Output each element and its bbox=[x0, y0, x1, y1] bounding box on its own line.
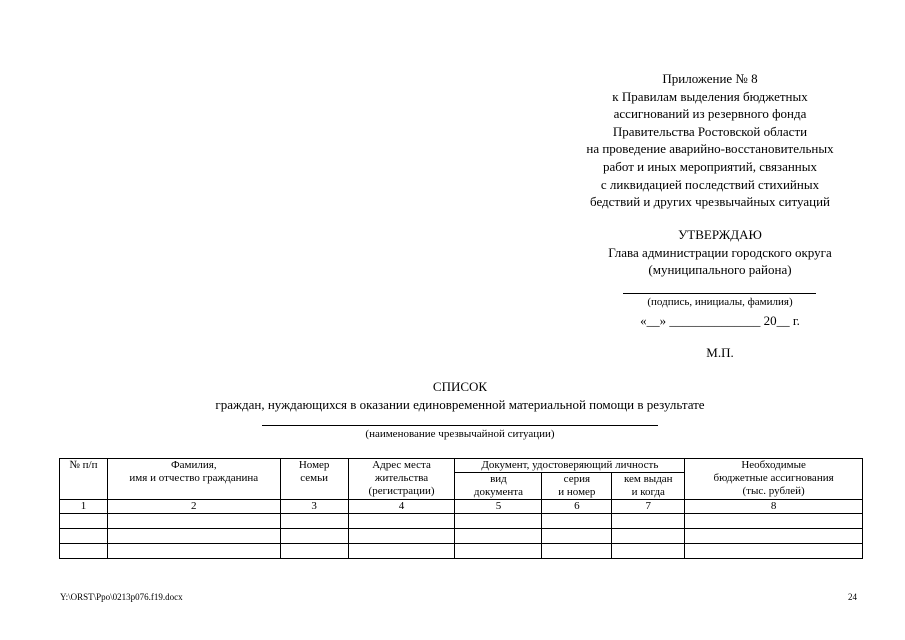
table-row bbox=[60, 514, 863, 529]
column-number: 3 bbox=[280, 500, 348, 514]
table-cell bbox=[685, 514, 863, 529]
table-cell bbox=[685, 529, 863, 544]
header-name: Фамилия, имя и отчество гражданина bbox=[107, 459, 280, 500]
column-number: 1 bbox=[60, 500, 108, 514]
seal-label: М.П. bbox=[706, 345, 734, 360]
column-number: 7 bbox=[612, 500, 685, 514]
header-doc-series: серия и номер bbox=[542, 473, 612, 500]
table-cell bbox=[612, 514, 685, 529]
table-cell bbox=[280, 514, 348, 529]
table-cell bbox=[542, 544, 612, 559]
header-family: Номер семьи bbox=[280, 459, 348, 500]
document-subtitle: граждан, нуждающихся в оказании единовременной материальной помощи в результате bbox=[215, 397, 705, 412]
table-cell bbox=[612, 529, 685, 544]
table-cell bbox=[107, 544, 280, 559]
column-number: 6 bbox=[542, 500, 612, 514]
approval-date-line: «__» ______________ 20__ г. bbox=[640, 313, 800, 328]
table-row bbox=[60, 544, 863, 559]
footer-file-path: Y:\ORST\Ppo\0213p076.f19.docx bbox=[60, 592, 183, 602]
table-cell bbox=[612, 544, 685, 559]
approval-title: УТВЕРЖДАЮ bbox=[678, 227, 762, 242]
emergency-caption: (наименование чрезвычайной ситуации) bbox=[365, 428, 555, 440]
column-number: 5 bbox=[455, 500, 542, 514]
signature-caption: (подпись, инициалы, фамилия) bbox=[647, 296, 793, 308]
table-cell bbox=[107, 514, 280, 529]
table-cell bbox=[455, 514, 542, 529]
column-number: 8 bbox=[685, 500, 863, 514]
table-row bbox=[60, 529, 863, 544]
appendix-line: ассигнований из резервного фонда bbox=[613, 106, 807, 122]
table-cell bbox=[348, 544, 455, 559]
column-number: 4 bbox=[348, 500, 455, 514]
document-title: СПИСОК bbox=[432, 379, 488, 394]
header-document-group: Документ, удостоверяющий личность bbox=[455, 459, 685, 473]
appendix-line: Приложение № 8 bbox=[662, 71, 758, 86]
table-cell bbox=[348, 514, 455, 529]
table-cell bbox=[60, 529, 108, 544]
table-cell bbox=[60, 544, 108, 559]
table-cell bbox=[455, 529, 542, 544]
footer-page-number: 24 bbox=[848, 592, 857, 602]
empty-rows bbox=[60, 514, 863, 559]
table-cell bbox=[542, 529, 612, 544]
emergency-name-line bbox=[262, 425, 658, 426]
table-cell bbox=[542, 514, 612, 529]
appendix-line: к Правилам выделения бюджетных bbox=[612, 88, 808, 104]
column-number-row bbox=[60, 500, 863, 514]
header-doc-issued: кем выдан и когда bbox=[612, 473, 685, 500]
table-cell bbox=[455, 544, 542, 559]
appendix-line: на проведение аварийно-восстановительных bbox=[586, 141, 834, 157]
approval-position-line2: (муниципального района) bbox=[648, 262, 792, 277]
header-funds: Необходимые бюджетные ассигнования (тыс. рублей) bbox=[685, 459, 863, 500]
appendix-line: работ и иных мероприятий, связанных bbox=[602, 158, 817, 174]
header-num: № п/п bbox=[60, 459, 108, 500]
header-address: Адрес места жительства (регистрации) bbox=[348, 459, 455, 500]
header-doc-type: вид документа bbox=[455, 473, 542, 500]
appendix-line: с ликвидацией последствий стихийных bbox=[600, 176, 820, 192]
approval-position-line1: Глава администрации городского округа bbox=[608, 245, 832, 260]
table-cell bbox=[348, 529, 455, 544]
table-cell bbox=[107, 529, 280, 544]
appendix-line: бедствий и других чрезвычайных ситуаций bbox=[590, 194, 830, 210]
appendix-line: Правительства Ростовской области bbox=[612, 123, 808, 139]
citizens-table bbox=[59, 458, 863, 559]
column-number: 2 bbox=[107, 500, 280, 514]
table-cell bbox=[60, 514, 108, 529]
table-cell bbox=[280, 529, 348, 544]
appendix-header bbox=[540, 70, 880, 211]
table-cell bbox=[280, 544, 348, 559]
signature-line bbox=[623, 293, 816, 294]
table-header-row bbox=[60, 459, 863, 473]
table-cell bbox=[685, 544, 863, 559]
